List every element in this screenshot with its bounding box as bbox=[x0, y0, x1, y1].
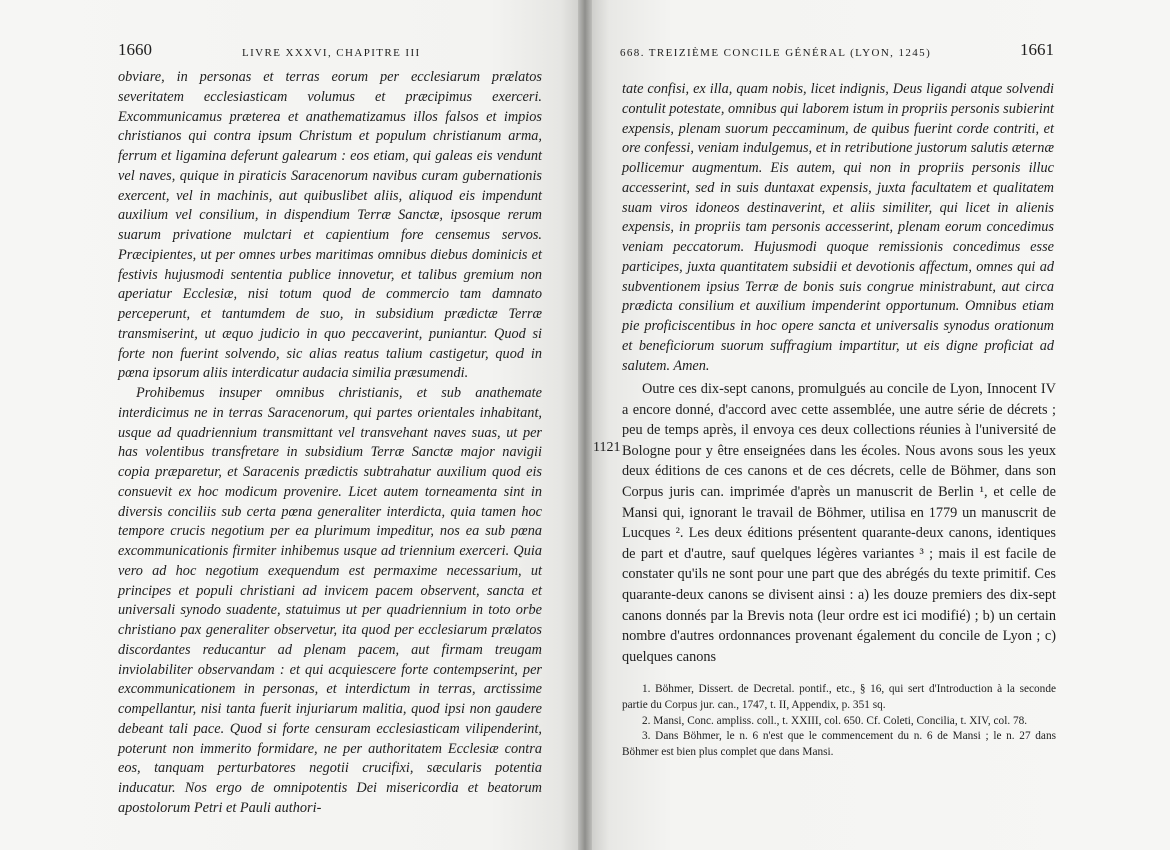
footnote: 3. Dans Böhmer, le n. 6 n'est que le commencement du n. 6 de Mansi ; le n. 27 dans Böhmer est bien plus complet que dans Mansi. bbox=[622, 730, 1056, 759]
page-number: 1660 bbox=[118, 40, 152, 59]
footnote: 2. Mansi, Conc. ampliss. coll., t. XXIII, col. 650. Cf. Coleti, Concilia, t. XIV, col. 78. bbox=[642, 714, 1028, 727]
footnotes bbox=[622, 682, 1056, 761]
footnote: 1. Böhmer, Dissert. de Decretal. pontif., etc., § 16, qui sert d'Introduction à la seconde partie du Corpus jur. can., 1747, t. II, Appendix, p. 351 sq. bbox=[622, 683, 1056, 711]
latin-text-column bbox=[622, 80, 1054, 376]
latin-text-column bbox=[118, 68, 542, 819]
page-number: 1661 bbox=[1020, 40, 1054, 59]
margin-number: 1121 bbox=[593, 440, 621, 455]
book-gutter bbox=[578, 0, 592, 850]
running-head: 668. TREIZIÈME CONCILE GÉNÉRAL (LYON, 1245) bbox=[620, 47, 932, 59]
french-text-block bbox=[622, 379, 1056, 667]
running-head: LIVRE XXXVI, CHAPITRE III bbox=[242, 47, 421, 59]
latin-paragraph: tate confisi, ex illa, quam nobis, licet indignis, Deus ligandi atque solvendi contulit potestate, omnibus qui laborem istum in propriis personis subierint expensis, plenam suorum peccaminum, de quibus fuerint corde contriti, et ore confessi, veniam indulgemus, et in retributione justorum salutis æternæ pollicemur augmentum. Eis autem, qui non in propriis personis illuc accesserint, sed in suis duntaxat expensis, juxta facultatem et qualitatem suam viros idoneos destinaverint, et aliis similiter, qui licet in alienis expensis, in propriis tam personis accesserint, plenam eorum concedimus veniam peccatorum. Hujusmodi quoque remissionis concedimus esse participes, juxta quantitatem subsidii et devotionis affectum, omnes qui ad subventionem ipsius Terræ de bonis suis congrue ministrabunt, aut circa prædicta consilium et auxilium impenderint opportunum. Omnibus etiam pie proficiscentibus in hoc opere sancta et universalis synodus orationum et beneficiorum suorum suffragium impartitur, ut eis digne proficiat ad salutem. Amen. bbox=[622, 81, 1054, 374]
latin-paragraph: obviare, in personas et terras eorum per ecclesiarum prælatos severitatem ecclesiasticam volumus et præcipimus exerceri. Excommunicamus præterea et anathematizamus illos falsos et impios christianos qui contra ipsum Christum et populum christianum arma, ferrum et ligamina deferunt galearum : eos etiam, qui galeas eis vendunt vel naves, quique in piraticis Saracenorum navibus curam gubernationis exercent, vel in machinis, aut quibuslibet aliis, aliquod eis impendunt auxilium vel consilium, in dispendium Terræ Sanctæ, ipsosque rerum suarum privatione mulctari et capientium fore censemus servos. Præcipientes, ut per omnes urbes maritimas omnibus diebus dominicis et festivis hujusmodi sententia publice innovetur, et talibus gremium non aperiatur Ecclesiæ, nisi totum quod de commercio tam damnato perceperunt, et tantumdem de suo, in subsidium prædictæ Terræ transmiserint, ut æquo judicio in quo peccaverint, puniantur. Quod si forte non fuerint solvendo, sic alias reatus talium castigetur, quod in pœna ipsorum aliis interdicatur audacia similia præsumendi. bbox=[118, 69, 542, 382]
left-page bbox=[0, 0, 578, 850]
french-paragraph: Outre ces dix-sept canons, promulgués au concile de Lyon, Innocent IV a encore donné, d'accord avec cette assemblée, une autre série de décrets ; peu de temps après, il envoya ces deux collections réunies à l'université de Bologne pour y être enseignées dans les écoles. Nous avons sous les yeux deux éditions de ces canons et de ces décrets, celle de Böhmer, dans son Corpus juris can. imprimée d'après un manuscrit de Berlin ¹, et celle de Mansi qui, ignorant le travail de Böhmer, utilisa en 1779 un manuscrit de Lucques ². Les deux éditions présentent quarante-deux canons, identiques de part et d'autre, sauf quelques légères variantes ³ ; mais il est facile de constater qu'ils ne sont pour une part que des abrégés du texte primitif. Ces quarante-deux canons se divisent ainsi : a) les douze premiers des dix-sept canons donnés par la Brevis nota (leur ordre est ici modifié) ; b) un certain nombre d'autres ordonnances provenant également du concile de Lyon ; c) quelques canons bbox=[622, 381, 1056, 665]
latin-paragraph: Prohibemus insuper omnibus christianis, et sub anathemate interdicimus ne in terras Saracenorum, qui partes orientales inhabitant, usque ad quadriennium transmittant vel transvehant naves suas, ut per has volentibus transfretare in subsidium Terræ Sanctæ major navigii copia præparetur, et Saracenis prædictis subtrahatur auxilium quod eis consuevit ex hoc modicum provenire. Licet autem torneamenta sint in diversis conciliis sub certa pœna generaliter interdicta, quia tamen hoc tempore crucis negotium per ea plurimum impeditur, nos ea sub pœna excommunicationis firmiter inhibemus usque ad triennium exerceri. Quia vero ad hoc negotium exequendum est permaxime necessarium, ut principes et populi christiani ad invicem pacem observent, sancta et universali synodo suadente, statuimus ut per quadriennium in toto orbe christiano pax generaliter observetur, ita quod per ecclesiarum prælatos discordantes reducantur ad plenam pacem, aut firmam treugam inviolabiliter observandam : et qui acquiescere forte contempserint, per excommunicationem in personas, et interdictum in terras, arctissime compellantur, nisi tanta fuerit injuriarum malitia, quod ipsi non gaudere debeant tali pace. Quod si forte censuram ecclesiasticam vilipenderint, poterunt non immerito formidare, ne per authoritatem Ecclesiæ contra eos, tanquam perturbatores negotii crucifixi, sæcularis potentia inducatur. Nos ergo de omnipotentis Dei misericordia et beatorum apostolorum Petri et Pauli authori- bbox=[118, 385, 542, 816]
right-page bbox=[592, 0, 1170, 850]
